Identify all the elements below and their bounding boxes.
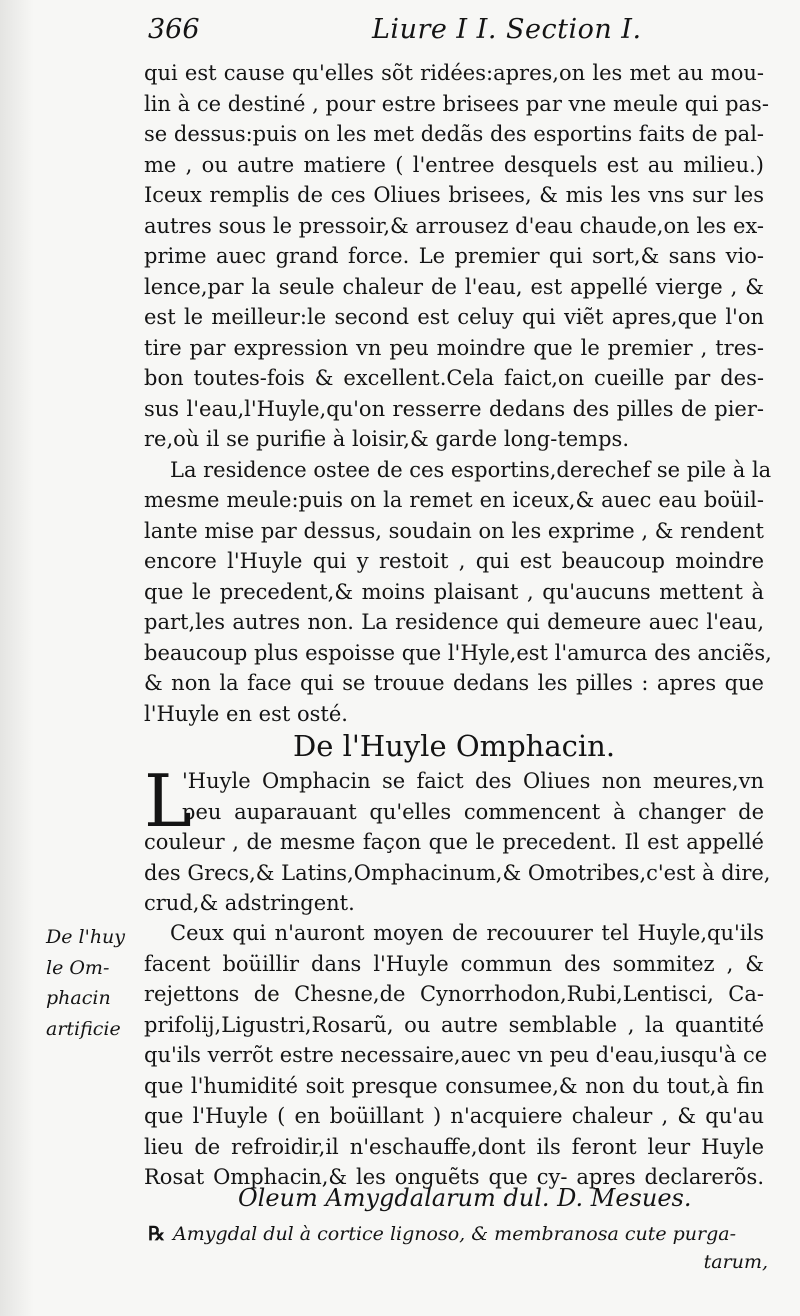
margin-note-line: artificie xyxy=(46,1017,121,1040)
running-head: Liure I I. Section I. xyxy=(372,14,642,45)
margin-note-line: phacin xyxy=(46,987,111,1009)
text-line: lin à ce destiné , pour estre brisees par vne meule qui pas- xyxy=(144,91,769,116)
text-line: rejettons de Chesne,de Cynorrhodon,Rubi,Lentisci, Ca- xyxy=(144,982,764,1006)
text-line: autres sous le pressoir,& arrousez d'eau chaude,on les ex- xyxy=(144,213,764,238)
margin-note-line: le Om- xyxy=(46,956,110,979)
main-text xyxy=(144,58,772,729)
text-line: prifolij,Ligustri,Rosarũ, ou autre semblable , la quantité xyxy=(144,1012,764,1037)
text-line: La residence ostee de ces esportins,derechef se pile à la xyxy=(170,457,772,482)
text-line: lieu de refroidir,il n'eschauffe,dont ils feront leur Huyle xyxy=(144,1134,764,1159)
text-line: est le meilleur:le second est celuy qui viẽt apres,que l'on xyxy=(144,305,764,329)
text-line: couleur , de mesme façon que le precedent. Il est appellé xyxy=(144,830,764,854)
text-line: se dessus:puis on les met dedãs des esportins faits de pal- xyxy=(144,122,765,146)
text-line: Ceux qui n'auront moyen de recouurer tel Huyle,qu'ils xyxy=(170,921,764,945)
text-line: lence,par la seule chaleur de l'eau, est appellé vierge , & xyxy=(144,274,764,299)
paragraph-2 xyxy=(144,455,772,730)
paragraph-4 xyxy=(144,918,768,1193)
text-line: me , ou autre matiere ( l'entree desquels est au milieu.) xyxy=(144,152,764,177)
recipe-line: Amygdal dul à cortice lignoso, & membranosa cute purga- xyxy=(173,1223,737,1245)
text-line: sus l'eau,l'Huyle,qu'on resserre dedans des pilles de pier- xyxy=(144,396,764,421)
margin-note-line: De l'huy xyxy=(46,926,126,948)
text-line: & non la face qui se trouue dedans les pilles : apres que xyxy=(144,671,764,695)
margin-note xyxy=(46,922,142,1044)
text-line: que l'Huyle ( en boüillant ) n'acquiere chaleur , & qu'au xyxy=(144,1104,764,1128)
text-line: l'Huyle en est osté. xyxy=(144,701,348,726)
text-line: que l'humidité soit presque consumee,& non du tout,à fin xyxy=(144,1073,764,1098)
text-line: Iceux remplis de ces Oliues brisees, & mis les vns sur les xyxy=(144,183,764,207)
text-line: encore l'Huyle qui y restoit , qui est beaucoup moindre xyxy=(144,549,764,573)
section-heading: De l'Huyle Omphacin. xyxy=(292,729,616,763)
text-line: mesme meule:puis on la remet en iceux,& auec eau boüil- xyxy=(144,488,764,512)
text-line: qu'ils verrõt estre necessaire,auec vn peu d'eau,iusqu'à ce xyxy=(144,1043,768,1067)
recipe-symbol: ℞ xyxy=(148,1223,166,1245)
text-line: facent boüillir dans l'Huyle commun des sommitez , & xyxy=(144,951,764,976)
text-line: prime auec grand force. Le premier qui sort,& sans vio- xyxy=(144,244,764,268)
text-line: Rosat Omphacin,& les onguẽts que cy- apres declarerõs. xyxy=(144,1165,764,1189)
text-line: 'Huyle Omphacin se faict des Oliues non meures,vn xyxy=(182,769,764,793)
drop-cap: L xyxy=(144,759,192,843)
text-line: des Grecs,& Latins,Omphacinum,& Omotribes,c'est à dire, xyxy=(144,860,771,885)
text-line: qui est cause qu'elles sõt ridées:apres,on les met au mou- xyxy=(144,61,764,85)
text-line: bon toutes-fois & excellent.Cela faict,on cueille par des- xyxy=(144,366,764,390)
recipe-line: tarum, xyxy=(703,1251,768,1273)
page-number: 366 xyxy=(148,14,200,45)
page-header xyxy=(0,14,800,54)
paragraph-1 xyxy=(144,58,769,455)
text-line: que le precedent,& moins plaisant , qu'aucuns mettent à xyxy=(144,579,764,604)
text-line: re,où il se purifie à loisir,& garde long-temps. xyxy=(144,427,629,451)
text-line: peu auparauant qu'elles commencent à changer de xyxy=(182,799,764,824)
text-line: beaucoup plus espoisse que l'Hyle,est l'amurca des anciẽs, xyxy=(144,640,772,665)
text-line: crud,& adstringent. xyxy=(144,891,355,915)
page-edge-shadow xyxy=(0,0,34,1316)
text-line: lante mise par dessus, soudain on les exprime , & rendent xyxy=(144,518,764,543)
paragraph-3 xyxy=(144,759,771,919)
text-line: tire par expression vn peu moindre que le premier , tres- xyxy=(144,335,764,360)
recipe-title: Oleum Amygdalarum dul. D. Mesues. xyxy=(238,1184,692,1212)
recipe-text xyxy=(148,1220,768,1276)
text-line: part,les autres non. La residence qui demeure auec l'eau, xyxy=(144,610,764,634)
